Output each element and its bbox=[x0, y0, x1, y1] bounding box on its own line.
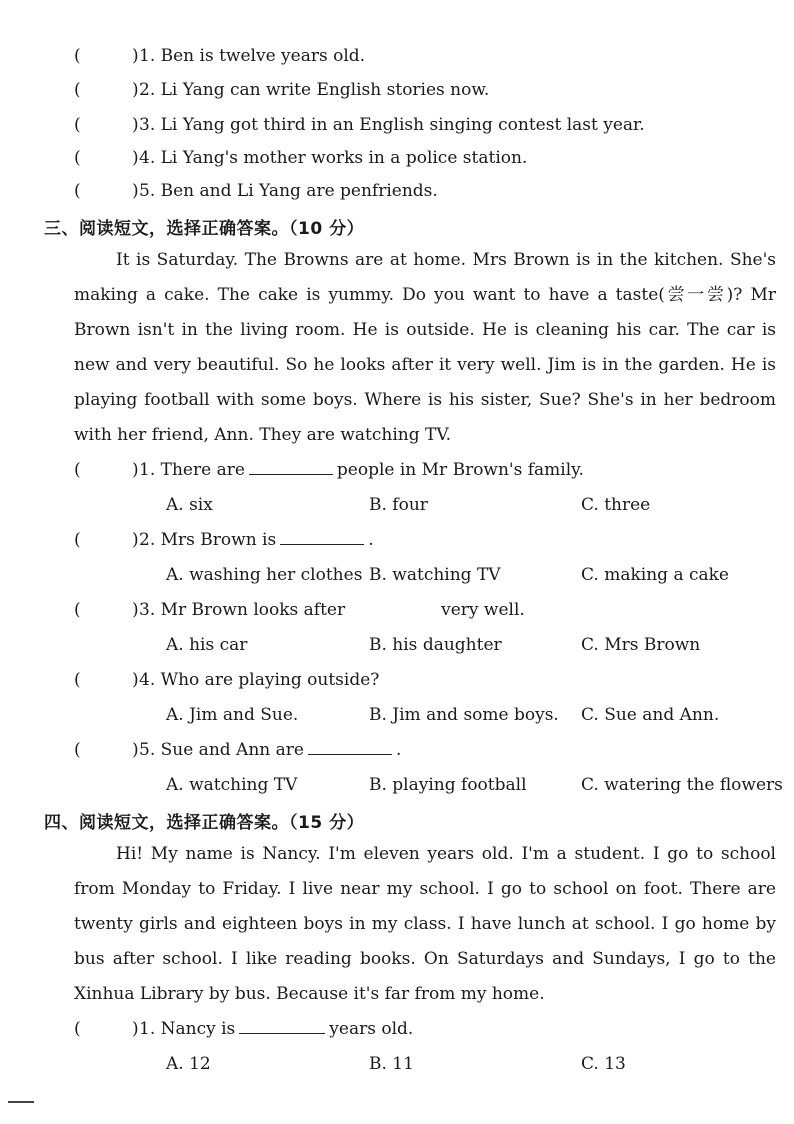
question-stem: 5. Sue and Ann are bbox=[139, 740, 304, 760]
section-3-passage bbox=[74, 243, 776, 453]
passage-line: new and very beautiful. So he looks after it very well. Jim is in the garden. He is bbox=[74, 355, 776, 375]
passage-line: with her friend, Ann. They are watching TV. bbox=[74, 425, 452, 445]
option-b[interactable]: B. playing football bbox=[369, 775, 527, 795]
question-stem: 1. There are bbox=[139, 460, 245, 480]
question-stem-end: people in Mr Brown's family. bbox=[336, 460, 584, 480]
section-4-heading: 四、阅读短文，选择正确答案。（15 分） bbox=[44, 813, 365, 833]
question-stem-end: very well. bbox=[441, 600, 525, 620]
answer-blank[interactable] bbox=[308, 753, 392, 755]
option-b[interactable]: B. Jim and some boys. bbox=[369, 705, 559, 725]
option-b[interactable]: B. 11 bbox=[369, 1054, 414, 1074]
option-a[interactable]: A. six bbox=[166, 495, 213, 515]
option-a[interactable]: A. 12 bbox=[166, 1054, 211, 1074]
question-stem-end: years old. bbox=[329, 1019, 414, 1039]
section-3-heading: 三、阅读短文，选择正确答案。（10 分） bbox=[44, 219, 365, 239]
answer-blank[interactable] bbox=[280, 543, 364, 545]
tf-item-text: 5. Ben and Li Yang are penfriends. bbox=[139, 181, 438, 201]
option-a[interactable]: A. watching TV bbox=[166, 775, 298, 795]
page-edge-mark bbox=[8, 1101, 34, 1103]
passage-line: twenty girls and eighteen boys in my class. I have lunch at school. I go home by bbox=[74, 914, 776, 934]
tf-item-text: 2. Li Yang can write English stories now. bbox=[139, 80, 490, 100]
option-a[interactable]: A. washing her clothes bbox=[166, 565, 363, 585]
option-a[interactable]: A. his car bbox=[166, 635, 248, 655]
passage-line: Brown isn't in the living room. He is outside. He is cleaning his car. The car is bbox=[74, 320, 776, 340]
option-b[interactable]: B. his daughter bbox=[369, 635, 502, 655]
tf-item-text: 3. Li Yang got third in an English singing contest last year. bbox=[139, 115, 645, 135]
option-c[interactable]: C. Mrs Brown bbox=[581, 635, 701, 655]
passage-line: bus after school. I like reading books. On Saturdays and Sundays, I go to the bbox=[74, 949, 776, 969]
passage-line: It is Saturday. The Browns are at home. Mrs Brown is in the kitchen. She's bbox=[116, 250, 776, 270]
section-4-passage bbox=[74, 837, 776, 1012]
passage-line: playing football with some boys. Where is his sister, Sue? She's in her bedroom bbox=[74, 390, 776, 410]
passage-line: Xinhua Library by bus. Because it's far from my home. bbox=[74, 984, 545, 1004]
option-c[interactable]: C. Sue and Ann. bbox=[581, 705, 720, 725]
option-b[interactable]: B. watching TV bbox=[369, 565, 501, 585]
tf-item-text: 1. Ben is twelve years old. bbox=[139, 46, 366, 66]
passage-line: Hi! My name is Nancy. I'm eleven years old. I'm a student. I go to school bbox=[116, 844, 776, 864]
question-stem: 3. Mr Brown looks after bbox=[139, 600, 346, 620]
answer-blank[interactable] bbox=[239, 1032, 325, 1034]
question-stem-end: . bbox=[368, 530, 374, 550]
passage-line: making a cake. The cake is yummy. Do you want to have a taste(尝一尝)? Mr bbox=[74, 285, 776, 305]
question-stem: 4. Who are playing outside? bbox=[139, 670, 380, 690]
option-c[interactable]: C. watering the flowers bbox=[581, 775, 783, 795]
option-b[interactable]: B. four bbox=[369, 495, 428, 515]
option-c[interactable]: C. three bbox=[581, 495, 651, 515]
answer-blank[interactable] bbox=[249, 473, 333, 475]
option-c[interactable]: C. making a cake bbox=[581, 565, 729, 585]
passage-line: from Monday to Friday. I live near my school. I go to school on foot. There are bbox=[74, 879, 776, 899]
tf-item-text: 4. Li Yang's mother works in a police station. bbox=[139, 148, 528, 168]
question-stem: 1. Nancy is bbox=[139, 1019, 236, 1039]
question-stem-end: . bbox=[395, 740, 402, 760]
option-c[interactable]: C. 13 bbox=[581, 1054, 626, 1074]
question-stem: 2. Mrs Brown is bbox=[139, 530, 277, 550]
option-a[interactable]: A. Jim and Sue. bbox=[166, 705, 299, 725]
